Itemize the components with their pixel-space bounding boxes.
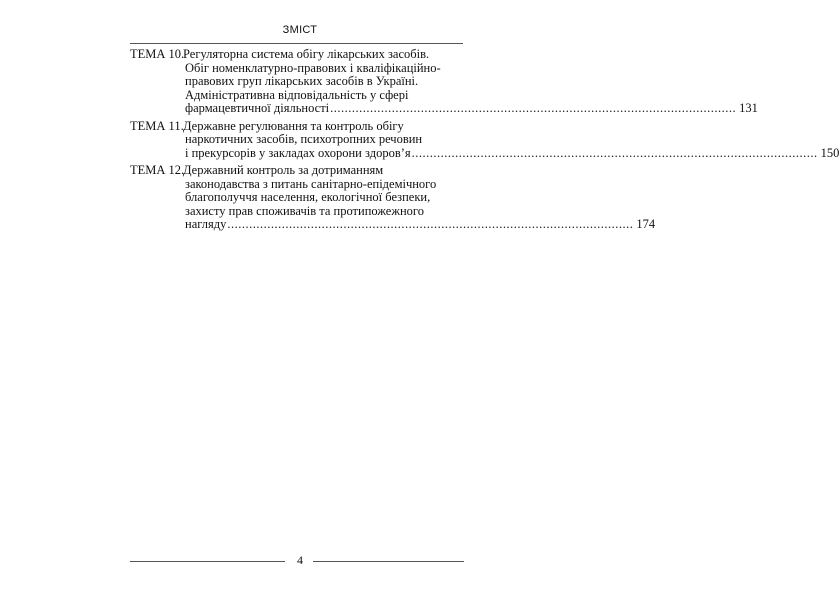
- dot-leader: ................................................................................................................: [227, 217, 634, 231]
- entry-line: Адміністративна відповідальність у сфері: [185, 87, 409, 102]
- dot-leader: ................................................................................................................: [411, 145, 818, 160]
- toc-entry-tema-11: [130, 118, 839, 161]
- entry-line: і прекурсорів у закладах охорони здоров’я: [185, 145, 411, 160]
- dot-leader: ................................................................................................................: [330, 101, 737, 115]
- page-title: ЗМІСТ: [282, 24, 318, 36]
- entry-body: [183, 118, 839, 161]
- entry-page-number: 150: [820, 145, 839, 160]
- entry-label: ТЕМА 10.: [130, 47, 185, 61]
- entry-line: благополуччя населення, екологічної безпеки,: [185, 190, 431, 204]
- entry-line: законодавства з питань санітарно-епідемічного: [185, 176, 437, 191]
- entry-line: правових груп лікарських засобів в Україні.: [185, 74, 419, 88]
- entry-page-number: 131: [739, 101, 758, 115]
- table-of-contents: [130, 47, 839, 236]
- entry-line: захисту прав споживачів та протипожежного: [185, 203, 424, 218]
- footer-divider-right: [313, 561, 464, 562]
- entry-line: Регуляторна система обігу лікарських засобів.: [183, 47, 430, 61]
- entry-leader-line: [185, 145, 839, 161]
- entry-line: наркотичних засобів, психотропних речовин: [185, 132, 423, 146]
- page-number: 4: [297, 553, 303, 567]
- entry-body: [183, 47, 758, 116]
- footer-divider-left: [130, 561, 285, 562]
- entry-line: Державне регулювання та контроль обігу: [183, 118, 404, 133]
- entry-label: ТЕМА 12.: [130, 163, 185, 177]
- entry-line: Обіг номенклатурно-правових і кваліфікаційно-: [185, 60, 441, 75]
- entry-body: [183, 163, 656, 232]
- entry-line: нагляду: [185, 217, 227, 231]
- toc-entry-tema-10: [130, 47, 758, 116]
- entry-leader-line: [185, 217, 656, 232]
- toc-entry-tema-12: [130, 163, 656, 232]
- entry-label: ТЕМА 11.: [130, 118, 184, 133]
- entry-page-number: 174: [636, 217, 656, 231]
- entry-leader-line: [185, 101, 758, 116]
- entry-line: фармацевтичної діяльності: [185, 101, 330, 115]
- header-divider: [130, 43, 463, 44]
- entry-line: Державний контроль за дотриманням: [183, 163, 384, 177]
